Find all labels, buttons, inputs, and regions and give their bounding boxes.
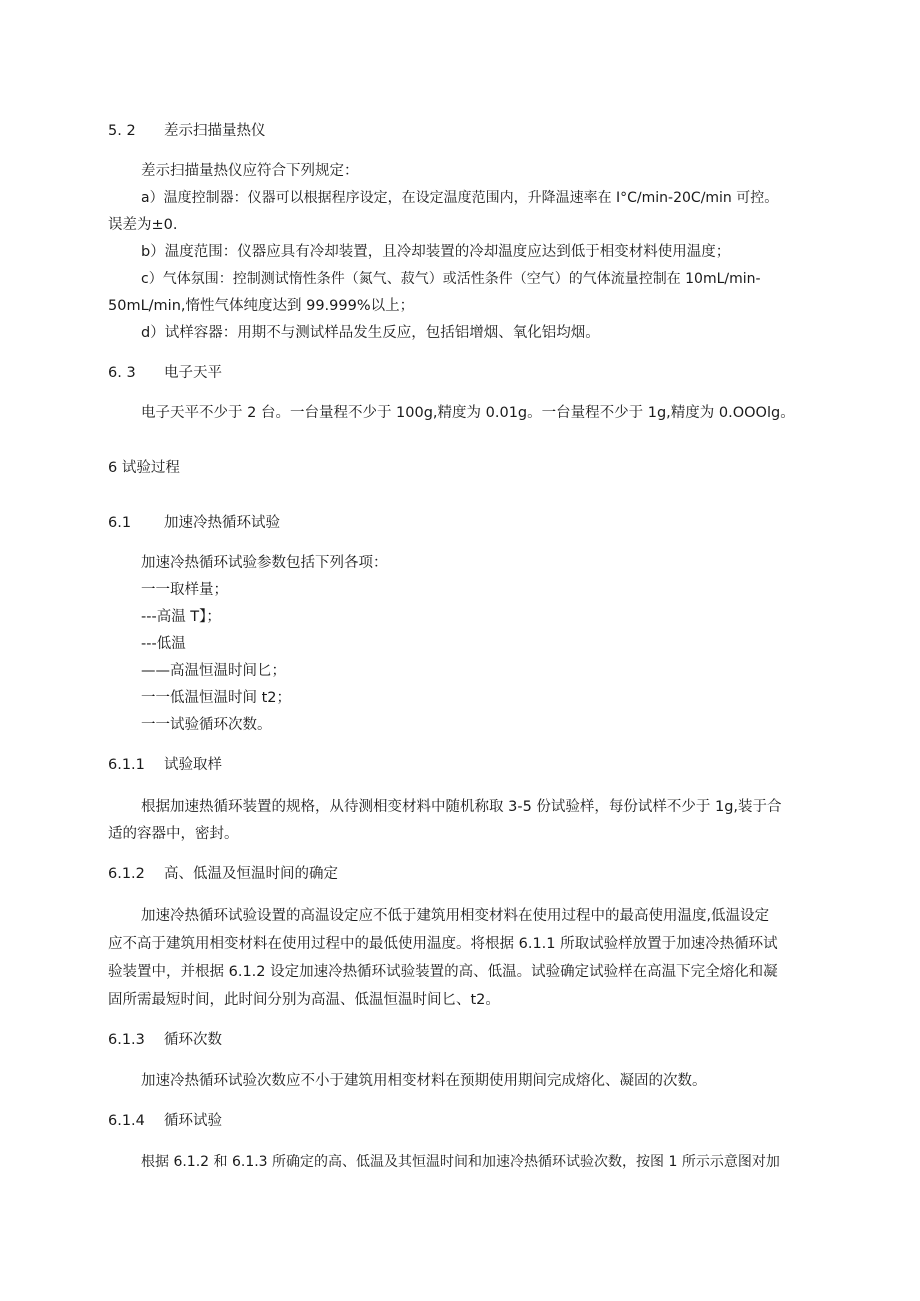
- section-6-1-3-number: 6.1.3: [108, 1032, 145, 1048]
- list-item: 一一试验循环次数。: [141, 717, 272, 733]
- section-6-1-2-number: 6.1.2: [108, 866, 145, 882]
- section-6-1-intro: 加速冷热循环试验参数包括下列各项：: [141, 555, 388, 571]
- section-6-1-4-title: 循环试验: [164, 1113, 222, 1129]
- section-6-1-1-title: 试验取样: [164, 757, 222, 773]
- section-6-1-2-body-line3: 验装置中，并根据 6.1.2 设定加速冷热循环试验装置的高、低温。试验确定试验样在高温下完全熔化和凝: [108, 964, 778, 980]
- section-6-1-1-body-line2: 适的容器中，密封。: [108, 826, 239, 842]
- section-5-2-item-c-line2: 50mL∕min,惰性气体纯度达到 99.999%以上；: [108, 298, 415, 314]
- section-6-1-1-number: 6.1.1: [108, 757, 145, 773]
- section-6-1-2-body-line2: 应不高于建筑用相变材料在使用过程中的最低使用温度。将根据 6.1.1 所取试验样放置于加速冷热循环试: [108, 936, 778, 952]
- section-5-2-number: 5. 2: [108, 123, 136, 139]
- section-6-1-2-body-line4: 固所需最短时间，此时间分别为高温、低温恒温时间匕、t2。: [108, 992, 500, 1008]
- section-5-2-item-c-line1: c）气体氛围：控制测试惰性条件（氮气、菽气）或活性条件（空气）的气体流量控制在 10mL∕min-: [141, 271, 761, 287]
- section-6-1-3-body: 加速冷热循环试验次数应不小于建筑用相变材料在预期使用期间完成熔化、凝固的次数。: [141, 1073, 707, 1089]
- list-item: ---低温: [141, 636, 186, 652]
- section-6-3-title: 电子天平: [164, 365, 222, 381]
- section-6-1-1-body-line1: 根据加速热循环装置的规格，从待测相变材料中随机称取 3-5 份试验样，每份试样不少于 1g,装于合: [141, 799, 782, 815]
- section-6-heading: 6 试验过程: [108, 460, 180, 476]
- section-5-2-title: 差示扫描量热仪: [164, 123, 266, 139]
- section-5-2-item-b: b）温度范围：仪器应具有冷却装置，且冷却装置的冷却温度应达到低于相变材料使用温度；: [141, 244, 731, 260]
- section-5-2-intro: 差示扫描量热仪应符合下列规定：: [141, 163, 359, 179]
- section-6-3-body: 电子天平不少于 2 台。一台量程不少于 100g,精度为 0.01g。一台量程不少于 1g,精度为 0.OOOlg。: [141, 405, 795, 421]
- section-6-1-4-number: 6.1.4: [108, 1113, 145, 1129]
- section-6-1-3-title: 循环次数: [164, 1032, 222, 1048]
- section-6-1-4-body: 根据 6.1.2 和 6.1.3 所确定的高、低温及其恒温时间和加速冷热循环试验次数，按图 1 所示示意图对加: [141, 1154, 780, 1170]
- section-6-1-title: 加速冷热循环试验: [164, 515, 280, 531]
- section-6-1-2-title: 高、低温及恒温时间的确定: [164, 866, 338, 882]
- section-6-3-number: 6. 3: [108, 365, 136, 381]
- list-item: ---高温 T】；: [141, 609, 221, 625]
- section-6-1-2-body-line1: 加速冷热循环试验设置的高温设定应不低于建筑用相变材料在使用过程中的最高使用温度,低温设定: [141, 908, 770, 924]
- section-5-2-item-a-line2: 误差为±0.: [108, 217, 178, 233]
- list-item: ——高温恒温时间匕；: [141, 663, 286, 679]
- section-5-2-item-a-line1: a）温度控制器：仪器可以根据程序设定，在设定温度范围内，升降温速率在 I°C∕min-20C∕min 可控。: [141, 190, 779, 206]
- section-6-1-number: 6.1: [108, 515, 132, 531]
- list-item: 一一取样量；: [141, 582, 228, 598]
- list-item: 一一低温恒温时间 t2；: [141, 690, 292, 706]
- section-5-2-item-d: d）试样容器：用期不与测试样品发生反应，包括铝增烟、氧化铝均烟。: [141, 325, 600, 341]
